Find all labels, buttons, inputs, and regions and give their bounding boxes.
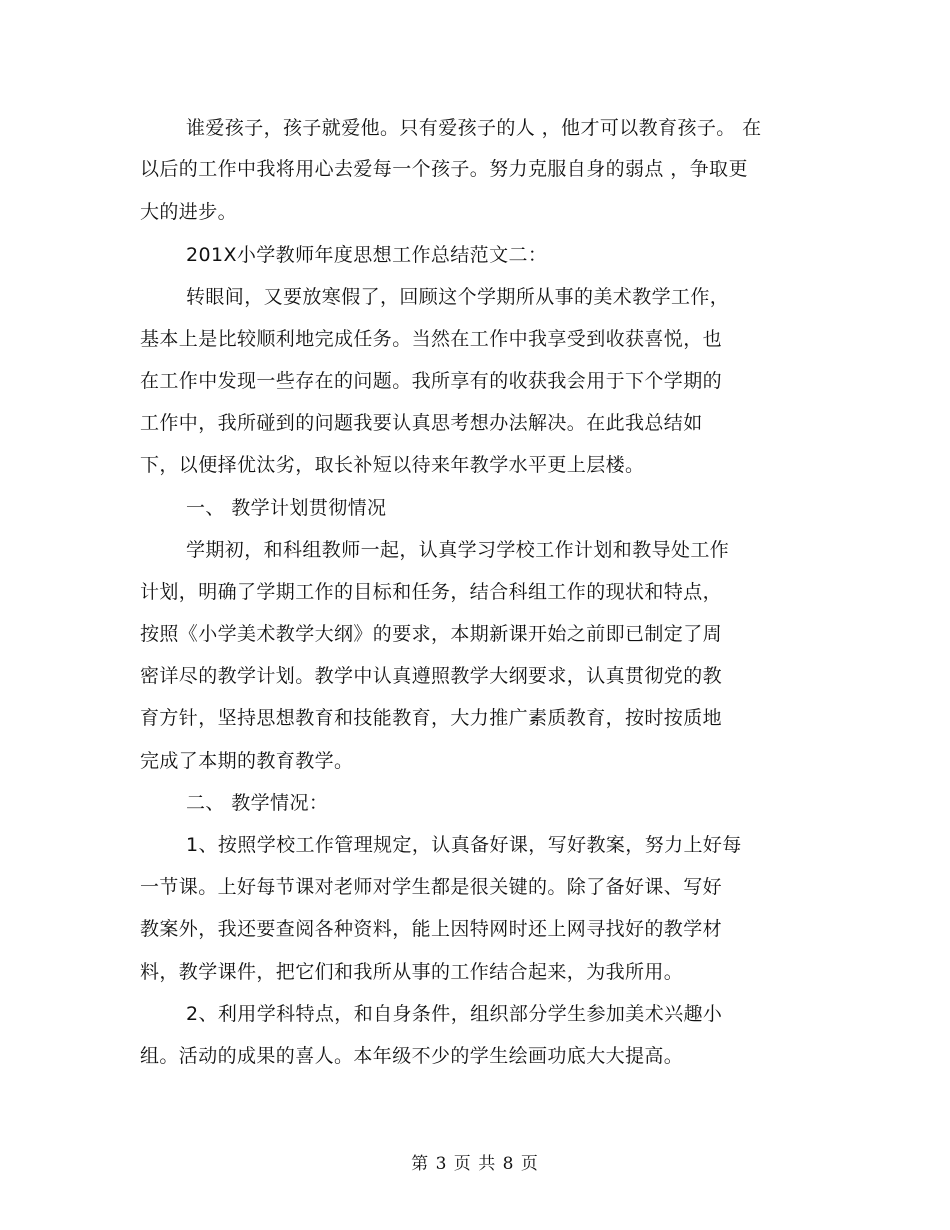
text-line: 转眼间，又要放寒假了，回顾这个学期所从事的美术教学工作， <box>186 286 730 308</box>
text-line: 一节课。上好每节课对老师对学生都是很关键的。除了备好课、写好 <box>140 876 723 898</box>
text-line: 按照《小学美术教学大纲》的要求，本期新课开始之前即已制定了周 <box>140 623 723 645</box>
text-line: 大的进步。 <box>140 201 238 223</box>
section-heading: 201X小学教师年度思想工作总结范文二： <box>186 244 548 266</box>
page-footer: 第 3 页 共 8 页 <box>411 1154 539 1174</box>
text-line: 组。活动的成果的喜人。本年级不少的学生绘画功底大大提高。 <box>140 1045 684 1067</box>
text-line: 1、按照学校工作管理规定，认真备好课，写好教案，努力上好每 <box>186 834 742 856</box>
text-line: 密详尽的教学计划。教学中认真遵照教学大纲要求，认真贯彻党的教 <box>140 665 723 687</box>
text-line: 学期初，和科组教师一起，认真学习学校工作计划和教导处工作 <box>186 539 730 561</box>
text-line: 计划，明确了学期工作的目标和任务，结合科组工作的现状和特点， <box>140 581 723 603</box>
text-line: 育方针，坚持思想教育和技能教育，大力推广素质教育，按时按质地 <box>140 707 723 729</box>
text-line: 教案外，我还要查阅各种资料，能上因特网时还上网寻找好的教学材 <box>140 918 723 940</box>
section-heading: 一、 教学计划贯彻情况 <box>186 497 387 519</box>
text-line: 在工作中发现一些存在的问题。我所享有的收获我会用于下个学期的 <box>140 370 723 392</box>
section-heading: 二、 教学情况： <box>186 792 329 814</box>
text-line: 料，教学课件，把它们和我所从事的工作结合起来，为我所用。 <box>140 961 684 983</box>
text-line: 谁爱孩子，孩子就爱他。只有爱孩子的人 ，他才可以教育孩子。 在 <box>186 117 762 139</box>
text-line: 以后的工作中我将用心去爱每一个孩子。努力克服自身的弱点 ，争取更 <box>140 158 748 180</box>
text-line: 基本上是比较顺利地完成任务。当然在工作中我享受到收获喜悦，也 <box>140 328 723 350</box>
text-line: 工作中，我所碰到的问题我要认真思考想办法解决。在此我总结如 <box>140 412 703 434</box>
text-line: 完成了本期的教育教学。 <box>140 750 354 772</box>
text-line: 2、利用学科特点，和自身条件，组织部分学生参加美术兴趣小 <box>186 1003 723 1025</box>
text-line: 下，以便择优汰劣，取长补短以待来年教学水平更上层楼。 <box>140 454 645 476</box>
